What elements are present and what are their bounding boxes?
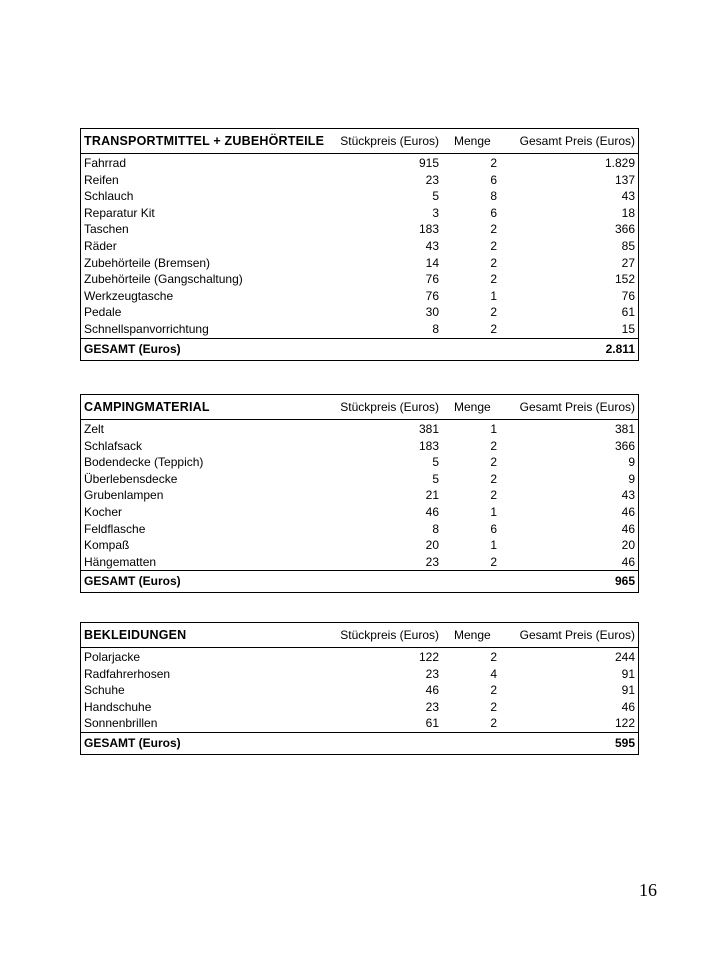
table-body xyxy=(81,154,638,338)
item-name: Bodendecke (Teppich) xyxy=(84,455,204,470)
table-row xyxy=(81,454,638,471)
total-price-header: Gesamt Preis (Euros) xyxy=(519,628,635,642)
quantity: 2 xyxy=(490,683,497,698)
table-camping xyxy=(80,394,639,593)
quantity: 2 xyxy=(490,156,497,170)
quantity: 2 xyxy=(490,471,497,486)
quantity: 6 xyxy=(490,205,497,220)
table-row xyxy=(81,521,638,538)
unit-price: 76 xyxy=(425,272,439,287)
line-total: 9 xyxy=(628,455,635,470)
table-row xyxy=(81,321,638,338)
item-name: Werkzeugtasche xyxy=(84,288,174,303)
quantity: 2 xyxy=(490,716,497,731)
line-total: 46 xyxy=(621,504,635,519)
item-name: Reparatur Kit xyxy=(84,205,155,220)
table-header xyxy=(81,395,638,420)
line-total: 91 xyxy=(621,666,635,681)
table-row xyxy=(81,504,638,521)
unit-price-header: Stückpreis (Euros) xyxy=(340,628,439,642)
grand-total: 595 xyxy=(614,735,635,750)
unit-price: 23 xyxy=(425,699,439,714)
total-label: GESAMT (Euros) xyxy=(84,341,181,356)
unit-price: 183 xyxy=(418,222,439,237)
unit-price: 61 xyxy=(425,716,439,731)
line-total: 15 xyxy=(621,321,635,336)
table-row xyxy=(81,188,638,205)
unit-price: 5 xyxy=(432,189,439,204)
unit-price: 8 xyxy=(432,521,439,536)
table-row xyxy=(81,438,638,455)
item-name: Kocher xyxy=(84,504,123,519)
item-name: Polarjacke xyxy=(84,650,141,664)
unit-price: 30 xyxy=(425,305,439,320)
total-label: GESAMT (Euros) xyxy=(84,574,181,589)
table-row xyxy=(81,238,638,255)
table-row xyxy=(81,666,638,683)
total-price-header: Gesamt Preis (Euros) xyxy=(519,400,635,414)
item-name: Räder xyxy=(84,238,117,253)
unit-price: 122 xyxy=(418,650,439,664)
line-total: 18 xyxy=(621,205,635,220)
item-name: Überlebensdecke xyxy=(84,471,178,486)
total-label: GESAMT (Euros) xyxy=(84,735,181,750)
line-total: 20 xyxy=(621,538,635,553)
unit-price: 23 xyxy=(425,172,439,187)
quantity: 1 xyxy=(490,538,497,553)
quantity: 2 xyxy=(490,305,497,320)
unit-price: 21 xyxy=(425,488,439,503)
quantity: 2 xyxy=(490,238,497,253)
unit-price: 915 xyxy=(418,156,439,170)
unit-price: 5 xyxy=(432,471,439,486)
quantity: 8 xyxy=(490,189,497,204)
item-name: Feldflasche xyxy=(84,521,146,536)
total-row xyxy=(81,570,638,592)
quantity-header: Menge xyxy=(454,134,491,148)
table-row xyxy=(81,682,638,699)
table-row xyxy=(81,554,638,571)
table-clothing xyxy=(80,622,639,755)
quantity: 1 xyxy=(490,422,497,436)
quantity: 2 xyxy=(490,554,497,569)
table-row xyxy=(81,155,638,172)
line-total: 366 xyxy=(614,438,635,453)
table-row xyxy=(81,487,638,504)
item-name: Kompaß xyxy=(84,538,130,553)
line-total: 76 xyxy=(621,288,635,303)
quantity: 2 xyxy=(490,255,497,270)
item-name: Reifen xyxy=(84,172,119,187)
table-row xyxy=(81,304,638,321)
page-number: 16 xyxy=(639,880,657,900)
table-body xyxy=(81,648,638,732)
line-total: 27 xyxy=(621,255,635,270)
table-row xyxy=(81,649,638,666)
item-name: Zubehörteile (Bremsen) xyxy=(84,255,211,270)
quantity: 1 xyxy=(490,288,497,303)
section-title: TRANSPORTMITTEL + ZUBEHÖRTEILE xyxy=(84,134,325,148)
table-row xyxy=(81,172,638,189)
item-name: Schlafsack xyxy=(84,438,143,453)
quantity: 2 xyxy=(490,650,497,664)
unit-price-header: Stückpreis (Euros) xyxy=(340,134,439,148)
total-price-header: Gesamt Preis (Euros) xyxy=(519,134,635,148)
table-header xyxy=(81,623,638,648)
quantity: 2 xyxy=(490,455,497,470)
line-total: 43 xyxy=(621,189,635,204)
quantity: 2 xyxy=(490,222,497,237)
quantity: 4 xyxy=(490,666,497,681)
item-name: Taschen xyxy=(84,222,129,237)
line-total: 137 xyxy=(614,172,635,187)
table-row xyxy=(81,255,638,272)
line-total: 61 xyxy=(621,305,635,320)
unit-price: 14 xyxy=(425,255,439,270)
item-name: Grubenlampen xyxy=(84,488,164,503)
item-name: Pedale xyxy=(84,305,122,320)
section-title: BEKLEIDUNGEN xyxy=(84,628,187,642)
table-row xyxy=(81,288,638,305)
total-row xyxy=(81,732,638,754)
unit-price: 5 xyxy=(432,455,439,470)
unit-price: 23 xyxy=(425,666,439,681)
line-total: 366 xyxy=(614,222,635,237)
grand-total: 2.811 xyxy=(605,341,635,356)
quantity: 2 xyxy=(490,321,497,336)
quantity-header: Menge xyxy=(454,400,491,414)
unit-price: 23 xyxy=(425,554,439,569)
unit-price: 3 xyxy=(432,205,439,220)
item-name: Handschuhe xyxy=(84,699,152,714)
quantity-header: Menge xyxy=(454,628,491,642)
table-row xyxy=(81,471,638,488)
unit-price: 20 xyxy=(425,538,439,553)
line-total: 46 xyxy=(621,699,635,714)
unit-price: 43 xyxy=(425,238,439,253)
line-total: 46 xyxy=(621,554,635,569)
table-row xyxy=(81,537,638,554)
table-row xyxy=(81,715,638,732)
table-row xyxy=(81,271,638,288)
quantity: 2 xyxy=(490,272,497,287)
item-name: Schuhe xyxy=(84,683,125,698)
item-name: Zubehörteile (Gangschaltung) xyxy=(84,272,243,287)
line-total: 91 xyxy=(621,683,635,698)
unit-price: 76 xyxy=(425,288,439,303)
quantity: 6 xyxy=(490,521,497,536)
line-total: 46 xyxy=(621,521,635,536)
section-title: CAMPINGMATERIAL xyxy=(84,400,210,414)
unit-price: 46 xyxy=(425,683,439,698)
line-total: 152 xyxy=(614,272,635,287)
unit-price: 381 xyxy=(418,422,439,436)
item-name: Schnellspanvorrichtung xyxy=(84,321,209,336)
table-body xyxy=(81,420,638,570)
grand-total: 965 xyxy=(614,574,635,589)
item-name: Zelt xyxy=(84,422,105,436)
quantity: 1 xyxy=(490,504,497,519)
unit-price: 46 xyxy=(425,504,439,519)
table-header xyxy=(81,129,638,154)
item-name: Schlauch xyxy=(84,189,134,204)
table-row xyxy=(81,699,638,716)
item-name: Sonnenbrillen xyxy=(84,716,158,731)
table-row xyxy=(81,221,638,238)
quantity: 2 xyxy=(490,488,497,503)
table-transport xyxy=(80,128,639,361)
line-total: 43 xyxy=(621,488,635,503)
unit-price-header: Stückpreis (Euros) xyxy=(340,400,439,414)
table-row xyxy=(81,205,638,222)
quantity: 2 xyxy=(490,699,497,714)
line-total: 1.829 xyxy=(604,156,635,170)
item-name: Hängematten xyxy=(84,554,157,569)
total-row xyxy=(81,338,638,360)
quantity: 2 xyxy=(490,438,497,453)
item-name: Radfahrerhosen xyxy=(84,666,171,681)
table-row xyxy=(81,421,638,438)
line-total: 244 xyxy=(614,650,635,664)
line-total: 9 xyxy=(628,471,635,486)
line-total: 85 xyxy=(621,238,635,253)
unit-price: 8 xyxy=(432,321,439,336)
unit-price: 183 xyxy=(418,438,439,453)
quantity: 6 xyxy=(490,172,497,187)
line-total: 122 xyxy=(614,716,635,731)
item-name: Fahrrad xyxy=(84,156,127,170)
line-total: 381 xyxy=(614,422,635,436)
